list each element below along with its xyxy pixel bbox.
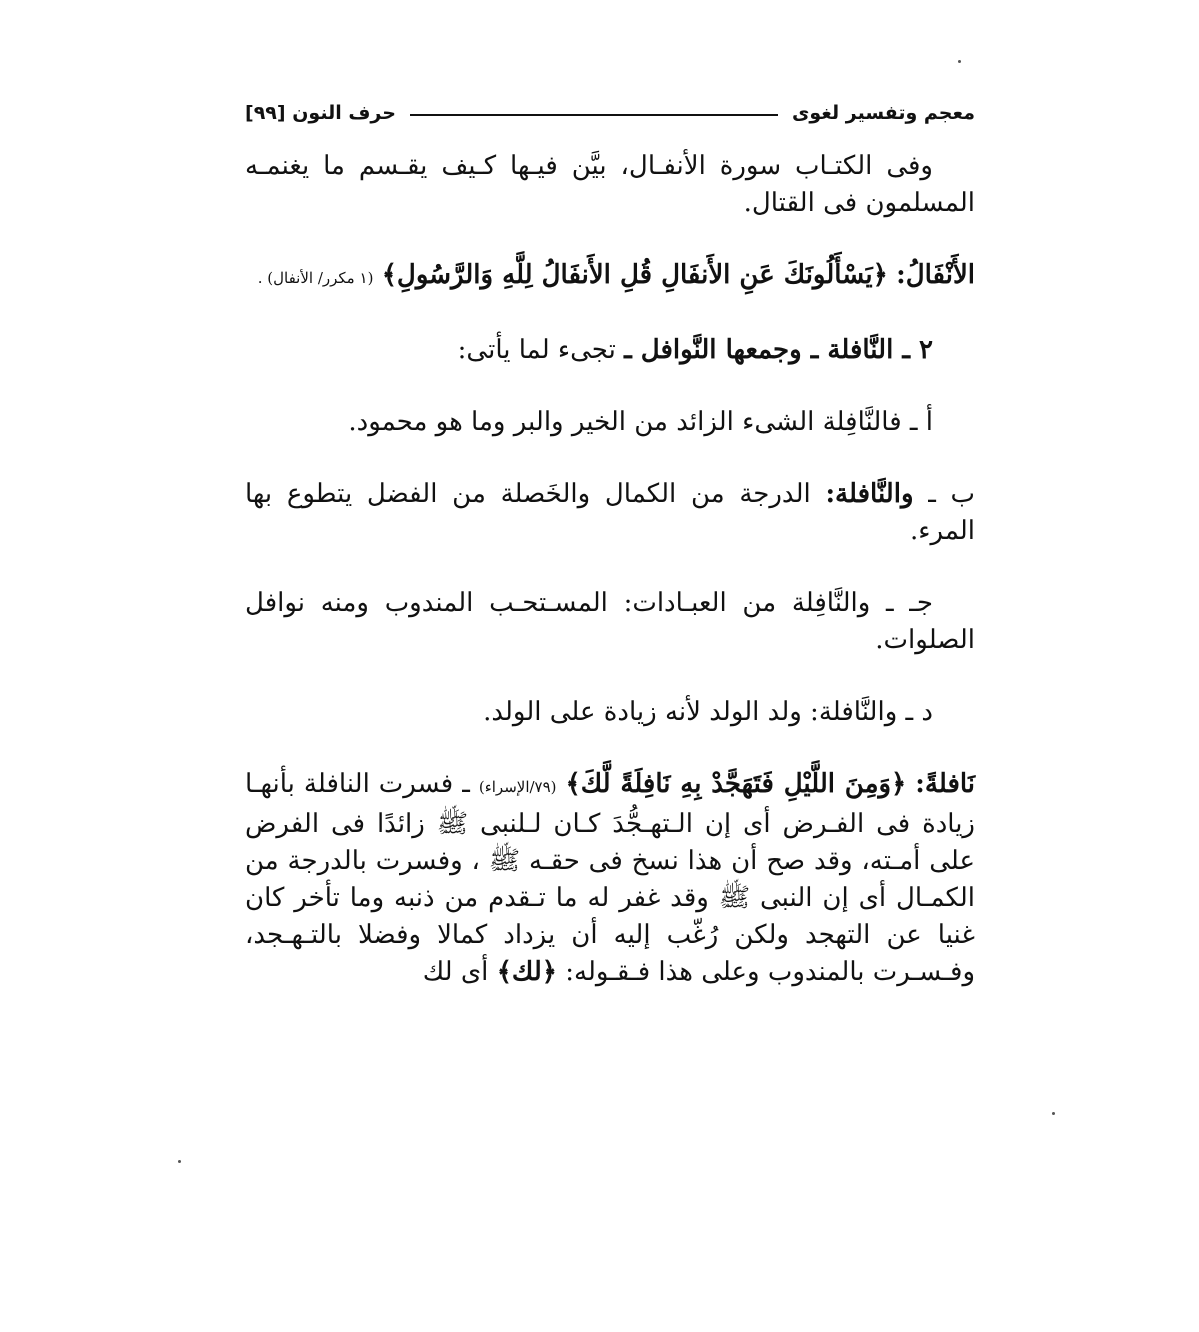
entry-term: نَافلةً: [915, 769, 976, 799]
scan-speck [1052, 1112, 1055, 1115]
paragraph-nafilatan [245, 766, 975, 991]
page-header [245, 96, 975, 130]
paragraph-item-a [245, 404, 975, 441]
paragraph-text: وفى الكتـاب سورة الأنفـال، بيَّن فيـها كـيف يقـسم ما يغنمـه المسلمون فى القتال. [245, 151, 975, 218]
entry-term: الأَنْفَالُ: [896, 260, 975, 290]
section-heading: ٢ ـ النَّافلة ـ وجمعها النَّوافل ـ [624, 335, 933, 365]
header-rule [410, 114, 778, 116]
verse-reference: (٧٩/الإسراء) [478, 778, 557, 796]
entry-term: والنَّافلة: [825, 479, 914, 509]
paragraph-text: الدرجة من الكمال والخَصلة من الفضل يتطوع بها المرء. [245, 479, 975, 546]
paragraph-text: ـ فسرت النافلة بأنهـا زيادة فى الفـرض أى إن الـتهـجُّدَ كـان لـلنبى ﷺ زائدًا فى الفرض على أمـته، وقد صح أن هذا نسخ فى حقـه ﷺ ، وفسرت بالدرجة من الكمـال أى إن النبى ﷺ وقد غفر له ما تـقدم من ذنبه وما تأخر كان غنيا عن التهجد ولكن رُغّب إليه أن يزداد كمالا وفضلا بالتـهـجد، وفـسـرت بالمندوب وعلى هذا فـقـوله: [245, 769, 975, 987]
quran-quote: ﴿لك﴾ [496, 957, 557, 987]
paragraph-text: د ـ والنَّافلة: ولد الولد لأنه زيادة على الولد. [483, 697, 933, 727]
paragraph-intro [245, 148, 975, 222]
paragraph-item-d [245, 694, 975, 731]
paragraph-anfal [245, 257, 975, 297]
paragraph-nafila-heading [245, 332, 975, 369]
book-title: معجم وتفسير لغوى [791, 102, 975, 124]
paragraph-item-b [245, 476, 975, 550]
scan-speck [958, 60, 961, 63]
paragraph-item-c [245, 585, 975, 659]
quran-quote: ﴿وَمِنَ اللَّيْلِ فَتَهَجَّدْ بِهِ نَافِلَةً لَّكَ﴾ [565, 769, 907, 799]
item-marker: ب ـ [928, 479, 976, 509]
body-text [245, 148, 975, 1026]
verse-reference: (١ مكرر/ الأنفال) . [257, 269, 374, 287]
paragraph-text: أ ـ فالنَّافِلة الشىء الزائد من الخير والبر وما هو محمود. [348, 407, 933, 437]
paragraph-text: تجىء لما يأتى: [457, 335, 616, 365]
page-label: حرف النون [٩٩] [245, 102, 396, 124]
quran-quote: ﴿يَسْأَلُونَكَ عَنِ الأَنفَالِ قُلِ الأَنفَالُ لِلَّهِ وَالرَّسُولِ﴾ [381, 260, 888, 290]
paragraph-text: جـ ـ والنَّافِلة من العبـادات: المسـتحـب المندوب ومنه نوافل الصلوات. [245, 588, 975, 655]
scan-speck [178, 1160, 181, 1163]
paragraph-text-tail: أى لك [422, 957, 489, 987]
